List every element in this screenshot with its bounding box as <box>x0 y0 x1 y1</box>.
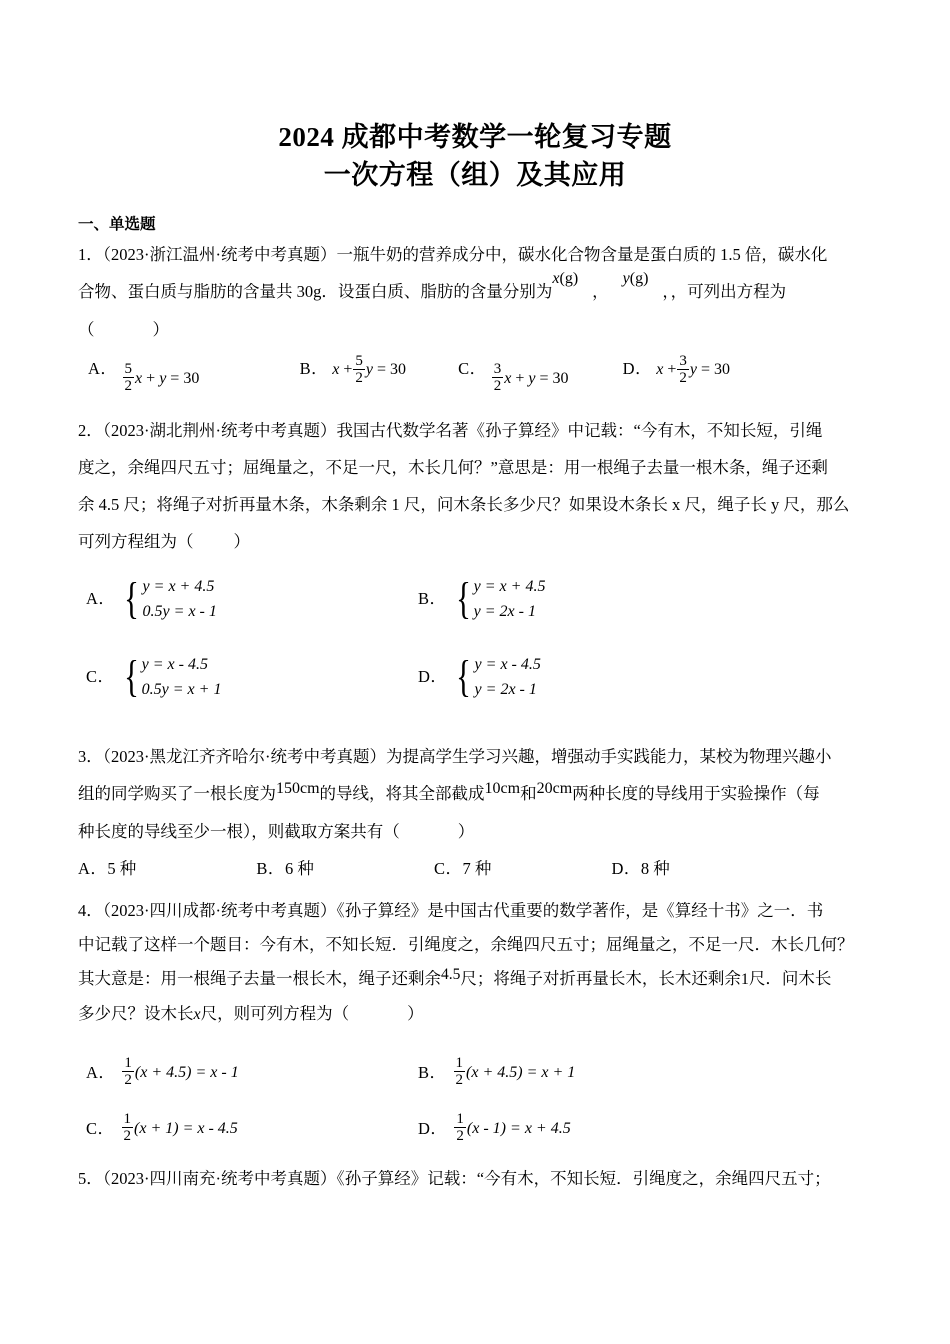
question-3-option-c[interactable] <box>434 854 491 884</box>
equation-system <box>121 652 222 702</box>
option-b-expression: x + $\frac{5}{2}$ y = 30 <box>332 352 406 386</box>
equation-1: y = x + 4.5 <box>142 577 215 595</box>
option-text: 8 种 <box>640 858 670 878</box>
option-label: A． <box>88 359 118 378</box>
question-4-inline-1: 1 <box>740 970 749 988</box>
paren-close: ） <box>152 320 169 339</box>
right-hand-side: = x - 1 <box>195 1063 239 1081</box>
question-4-body <box>78 894 872 1032</box>
question-3-text-3: 种长度的导线至少一根），则截取方案共有（ <box>78 821 400 841</box>
inner-expression: (x + 1) <box>134 1119 179 1137</box>
question-1-text-2b: ，可列出方程为 <box>670 282 787 301</box>
question-4-inline-45: 4.5 <box>441 965 461 983</box>
right-hand-side: = x + 1 <box>526 1063 576 1081</box>
question-3-inline-20cm: 20cm <box>536 779 573 797</box>
option-a-expression: $\frac{5}{2}$ x + y = 30 <box>124 361 200 394</box>
question-2-options <box>78 568 872 724</box>
equation-1: y = x + 4.5 <box>473 577 546 595</box>
question-5-body <box>78 1160 872 1197</box>
question-1-options <box>78 352 872 396</box>
option-c-expression: $\frac{3}{2}$ x + y = 30 <box>493 361 569 394</box>
option-label: C． <box>433 858 463 878</box>
option-label: A． <box>78 858 108 878</box>
question-3-line-1 <box>78 738 872 775</box>
question-1-line-2: 合物、蛋白质与脂肪的含量共 30g．设蛋白质、脂肪的含量分别为x(g)，y(g)，，可列出方程为 <box>78 273 872 311</box>
option-label: D． <box>418 1118 448 1138</box>
option-label: B． <box>256 858 285 878</box>
question-4-number: 4． <box>78 900 103 920</box>
title-line-2: 一次方程（组）及其应用 <box>323 160 627 190</box>
question-1-inline-y: y(g) <box>622 270 649 287</box>
option-label: A． <box>86 1062 116 1082</box>
paren-close: ） <box>407 1003 424 1023</box>
question-2-option-d[interactable] <box>418 646 541 708</box>
option-c-expression <box>121 1112 238 1145</box>
option-label: A． <box>86 588 116 608</box>
right-hand-side: = x + 4.5 <box>510 1119 571 1137</box>
question-5-line-1 <box>78 1160 872 1197</box>
question-4-line-1 <box>78 894 872 928</box>
question-4-options <box>78 1042 872 1154</box>
fraction: $\frac{1}{2}$ <box>455 1055 464 1088</box>
question-4-line-3 <box>78 962 872 997</box>
equation-system <box>453 574 546 624</box>
inner-expression: (x + 4.5) <box>134 1063 192 1081</box>
left-brace-icon: { <box>456 651 472 701</box>
option-b-expression <box>453 1056 576 1089</box>
question-3-line-2 <box>78 775 872 813</box>
question-2-line-1 <box>78 412 872 449</box>
paren-close: ） <box>457 821 475 841</box>
question-4-text-4a: 多少尺？设木长 <box>78 1003 194 1023</box>
section-heading: 一、单选题 <box>78 216 156 233</box>
question-4-option-a[interactable] <box>86 1042 239 1104</box>
question-1-line-1 <box>78 236 872 273</box>
fraction: $\frac{5}{2}$ <box>355 352 363 386</box>
page-title <box>78 118 872 194</box>
fraction: $\frac{1}{2}$ <box>123 1111 132 1144</box>
question-1-body <box>78 236 872 348</box>
equation-1: y = x - 4.5 <box>474 655 541 673</box>
option-text: 5 种 <box>107 858 137 878</box>
question-2-option-c[interactable] <box>86 646 221 708</box>
question-4-source: （2023·四川成都·统考中考真题） <box>102 900 337 920</box>
question-4 <box>78 894 872 1154</box>
question-4-options-row-1 <box>78 1042 872 1098</box>
question-5-number: 5． <box>78 1168 103 1188</box>
question-3-line-3 <box>78 813 872 850</box>
equation-system <box>121 574 216 624</box>
question-3 <box>78 738 872 884</box>
question-2-line-4 <box>78 523 872 560</box>
question-1-answer-blank <box>78 311 872 348</box>
question-1-source: （2023·浙江温州·统考中考真题） <box>102 245 337 264</box>
inner-expression: (x - 1) <box>466 1119 507 1137</box>
question-2-options-row-1 <box>78 568 872 646</box>
question-3-text-1: 为提高学生学习兴趣，增强动手实践能力，某校为物理兴趣小 <box>386 746 832 766</box>
option-label: D． <box>418 666 448 686</box>
question-2-line-3: 余 4.5 尺；将绳子对折再量木条，木条剩余 1 尺，问木条长多少尺？如果设木条长 x 尺，绳子长 y 尺，那么 <box>78 494 850 514</box>
left-brace-icon: { <box>123 651 139 701</box>
equation-system <box>453 652 540 702</box>
question-2-number: 2． <box>78 420 103 440</box>
question-1-option-b[interactable] <box>300 352 406 387</box>
option-text: 7 种 <box>462 858 492 878</box>
question-1-number: 1． <box>78 245 103 264</box>
equation-2: y = 2x - 1 <box>474 680 537 698</box>
question-3-option-d[interactable] <box>611 854 669 884</box>
question-4-line-2: 中记载了这样一个题目：今有木，不知长短．引绳度之，余绳四尺五寸；屈绳量之，不足一尺．木长几何？ <box>78 934 854 954</box>
fraction: $\frac{3}{2}$ <box>679 352 687 386</box>
question-4-line-4 <box>78 997 872 1032</box>
fraction: $\frac{1}{2}$ <box>456 1111 464 1144</box>
question-1-text-2a: 合物、蛋白质与脂肪的含量共 30g．设蛋白质、脂肪的含量分别为 <box>78 282 553 301</box>
question-3-number: 3． <box>78 746 103 766</box>
question-4-inline-x: x <box>193 1005 201 1023</box>
question-3-options <box>78 854 872 884</box>
question-2-option-a[interactable] <box>86 568 217 630</box>
equation-2: 0.5y = x + 1 <box>141 680 222 698</box>
equation-1: y = x - 4.5 <box>141 655 208 673</box>
equation-2: 0.5y = x - 1 <box>142 602 217 620</box>
question-5 <box>78 1160 872 1197</box>
fraction: $\frac{5}{2}$ <box>124 361 133 394</box>
option-text: 6 种 <box>284 858 314 878</box>
option-label: B． <box>418 588 447 608</box>
question-3-option-b[interactable] <box>256 854 313 884</box>
question-1 <box>78 236 872 396</box>
question-2 <box>78 412 872 724</box>
option-label: B． <box>299 359 329 378</box>
paren-open: （ <box>78 320 95 339</box>
question-4-text-3c: 尺．问木长 <box>748 968 832 988</box>
question-4-text-3a: 其大意是：用一根绳子去量一根长木，绳子还剩余 <box>78 968 441 988</box>
question-2-body <box>78 412 872 560</box>
question-2-text-4: 可列方程组为（ <box>78 531 194 551</box>
option-label: D． <box>622 359 653 378</box>
question-3-body <box>78 738 872 850</box>
question-2-line-2: 度之，余绳四尺五寸；屈绳量之，不足一尺，木长几何？”意思是：用一根绳子去量一根木条，绳子还剩 <box>78 457 828 477</box>
question-2-source: （2023·湖北荆州·统考中考真题） <box>102 420 337 440</box>
fraction: $\frac{1}{2}$ <box>124 1055 132 1088</box>
option-label: D． <box>611 858 641 878</box>
question-3-option-a[interactable] <box>78 854 136 884</box>
equation-2: y = 2x - 1 <box>473 602 536 620</box>
question-3-inline-150cm: 150cm <box>276 779 320 797</box>
option-label: B． <box>418 1062 447 1082</box>
question-3-text-2c: 和 <box>520 783 537 803</box>
question-3-text-2b: 的导线，将其全部截成 <box>319 783 485 803</box>
question-1-option-c[interactable] <box>458 352 568 396</box>
title-line-1: 2024 成都中考数学一轮复习专题 <box>278 122 672 152</box>
option-label: C． <box>86 1118 115 1138</box>
question-4-options-row-2 <box>78 1098 872 1154</box>
option-label: C． <box>458 359 487 378</box>
question-3-text-2a: 组的同学购买了一根长度为 <box>78 783 276 803</box>
question-3-inline-10cm: 10cm <box>484 779 521 797</box>
question-2-options-row-2 <box>78 646 872 724</box>
inner-expression: (x + 4.5) <box>466 1063 523 1081</box>
question-3-text-2d: 两种长度的导线用于实验操作（每 <box>572 783 820 803</box>
question-4-text-1: 《孙子算经》是中国古代重要的数学著作，是《算经十书》之一．书 <box>336 900 824 920</box>
question-2-text-1: 我国古代数学名著《孙子算经》中记载：“今有木，不知长短，引绳 <box>336 420 823 440</box>
question-4-option-c[interactable] <box>86 1098 238 1160</box>
paren-close: ） <box>233 531 250 551</box>
question-4-option-d[interactable] <box>418 1098 571 1160</box>
option-d-expression <box>453 1112 570 1145</box>
option-label: C． <box>86 666 115 686</box>
question-1-inline-x: x(g) <box>552 270 579 287</box>
question-1-option-d[interactable] <box>623 352 730 387</box>
question-3-source: （2023·黑龙江齐齐哈尔·统考中考真题） <box>102 746 386 766</box>
option-d-expression: x + $\frac{3}{2}$ y = 30 <box>656 352 730 386</box>
question-1-option-a[interactable] <box>88 352 199 396</box>
question-4-text-4b: 尺，则可列方程为（ <box>200 1003 350 1023</box>
question-4-option-b[interactable] <box>418 1042 575 1104</box>
question-5-source: （2023·四川南充·统考中考真题） <box>102 1168 337 1188</box>
option-a-expression <box>121 1056 238 1089</box>
question-5-text-1: 《孙子算经》记载：“今有木，不知长短．引绳度之，余绳四尺五寸； <box>336 1168 831 1188</box>
question-1-text-1: 一瓶牛奶的营养成分中，碳水化合物含量是蛋白质的 1.5 倍，碳水化 <box>336 245 828 264</box>
question-4-text-3b: 尺；将绳子对折再量长木，长木还剩余 <box>460 968 741 988</box>
question-2-option-b[interactable] <box>418 568 545 630</box>
left-brace-icon: { <box>455 573 471 623</box>
page-content <box>78 0 872 1197</box>
right-hand-side: = x - 4.5 <box>182 1119 238 1137</box>
left-brace-icon: { <box>124 573 140 623</box>
fraction: $\frac{3}{2}$ <box>493 361 502 394</box>
